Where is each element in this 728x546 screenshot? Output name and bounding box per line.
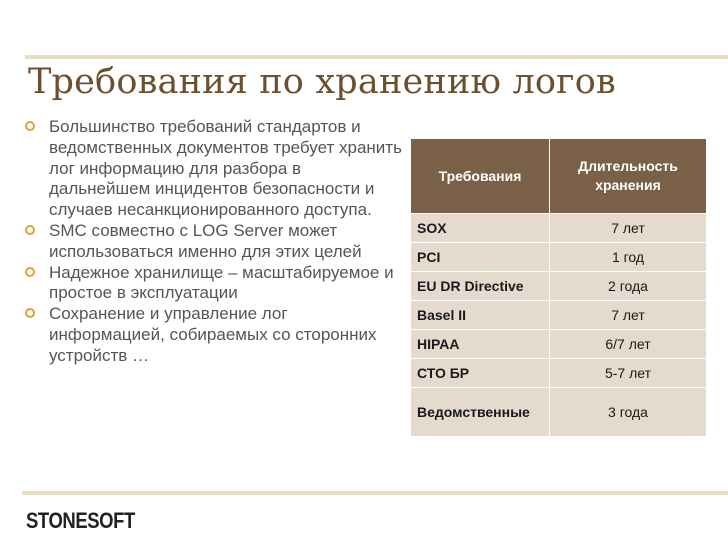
cell-requirement: Ведомственные [411,388,550,437]
cell-requirement: HIPAA [411,330,550,359]
table-row [411,214,707,243]
bullet-item [22,221,407,263]
cell-requirement: SOX [411,214,550,243]
top-divider [25,55,728,59]
cell-duration: 3 года [550,388,707,437]
table-header-row [411,139,707,214]
cell-requirement: Basel II [411,301,550,330]
table-row [411,243,707,272]
header-requirement: Требования [411,139,550,214]
bullet-item [22,117,407,221]
table-row [411,388,707,437]
slide-title: Требования по хранению логов [28,62,616,102]
bullet-ring-icon [25,121,35,131]
cell-duration: 6/7 лет [550,330,707,359]
stonesoft-logo: STONESOFT [26,508,135,533]
table-row [411,330,707,359]
cell-requirement: PCI [411,243,550,272]
bottom-divider [22,491,728,495]
bullet-text: SMC совместно с LOG Server может использоваться именно для этих целей [49,220,362,261]
retention-table [410,138,707,437]
bullet-text: Надежное хранилище – масштабируемое и простое в эксплуатации [49,262,394,303]
bullet-text: Сохранение и управление лог информацией, собираемых со сторонних устройств … [49,304,377,365]
cell-duration: 1 год [550,243,707,272]
table-row [411,359,707,388]
bullet-list [22,117,407,367]
table-row [411,301,707,330]
bullet-item [22,263,407,305]
cell-duration: 7 лет [550,214,707,243]
cell-duration: 2 года [550,272,707,301]
bullet-ring-icon [25,267,35,277]
cell-requirement: EU DR Directive [411,272,550,301]
bullet-item [22,304,407,366]
bullet-ring-icon [25,308,35,318]
table-row [411,272,707,301]
header-duration: Длительность хранения [550,139,707,214]
bullet-text: Большинство требований стандартов и ведомственных документов требует хранить лог информацию для разбора в дальнейшем инцидентов безопасности и случаев несанкционированного доступа. [49,117,402,220]
cell-duration: 5-7 лет [550,359,707,388]
bullet-ring-icon [25,225,35,235]
cell-duration: 7 лет [550,301,707,330]
cell-requirement: СТО БР [411,359,550,388]
